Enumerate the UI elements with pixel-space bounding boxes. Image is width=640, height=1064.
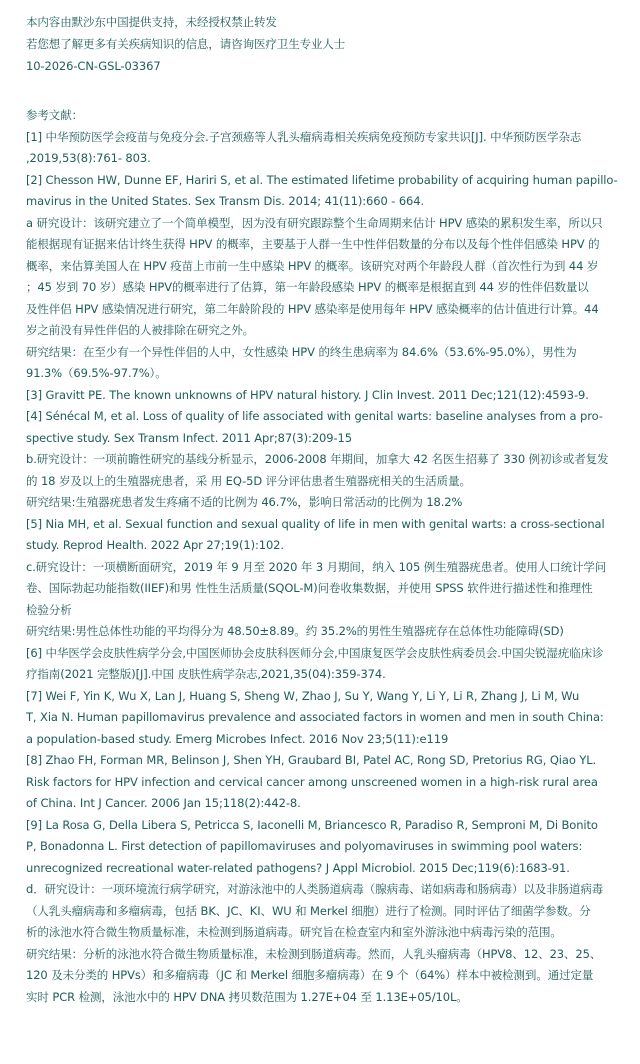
reference-line: Risk factors for HPV infection and cervical cancer among unscreened women in a high-risk rural area (26, 774, 598, 789)
reference-line: [1] 中华预防医学会疫苗与免疫分会.子宫颈癌等人乳头瘤病毒相关疾病免疫预防专家共识[J]. 中华预防医学杂志 (26, 129, 582, 144)
reference-line: study. Reprod Health. 2022 Apr 27;19(1):102. (26, 538, 284, 553)
reference-line: T, Xia N. Human papillomavirus prevalence and associated factors in women and men in south China: (26, 710, 604, 725)
reference-line: [8] Zhao FH, Forman MR, Belinson J, Shen YH, Graubard BI, Patel AC, Rong SD, Pretorius RG, Qiao YL. (26, 753, 597, 768)
reference-line: 120 及未分类的 HPVs）和多瘤病毒（JC 和 Merkel 细胞多瘤病毒）在 9 个（64%）样本中被检测到。通过定量 (26, 968, 594, 983)
header-notice (26, 12, 626, 77)
reference-line: 岁之前没有异性伴侣的人被排除在研究之外。 (26, 323, 254, 338)
reference-line: 能根据现有证据来估计终生获得 HPV 的概率，主要基于人群一生中性伴侣数量的分布以及每个性伴侣感染 HPV 的 (26, 237, 600, 252)
reference-line: c.研究设计：一项横断面研究，2019 年 9 月至 2020 年 3 月期间，纳入 105 例生殖器疣患者。使用人口统计学问 (26, 559, 607, 574)
reference-line: 实时 PCR 检测，泳池水中的 HPV DNA 拷贝数范围为 1.27E+04 至 1.13E+05/10L。 (26, 989, 468, 1004)
reference-line: unrecognized recreational water-related pathogens? J Appl Microbiol. 2015 Dec;119(6):1683-91. (26, 860, 570, 875)
reference-line: spective study. Sex Transm Infect. 2011 Apr;87(3):209-15 (26, 430, 352, 445)
reference-line: 概率，来估算美国人在 HPV 疫苗上市前一生中感染 HPV 的概率。该研究对两个年龄段人群（首次性行为到 44 岁 (26, 258, 599, 273)
reference-line: [5] Nia MH, et al. Sexual function and sexual quality of life in men with genital warts: a cross-sectional (26, 516, 605, 531)
references-title: 参考文献： (26, 108, 83, 123)
reference-line: mavirus in the United States. Sex Transm Dis. 2014; 41(11):660 - 664. (26, 194, 425, 209)
references-section (26, 105, 626, 1008)
reference-line: ,2019,53(8):761- 803. (26, 151, 151, 166)
reference-line: 研究结果：分析的泳池水符合微生物质量标准，未检测到肠道病毒。然而，人乳头瘤病毒（HPV8、12、23、25、 (26, 946, 602, 961)
reference-line: 析的泳池水符合微生物质量标准，未检测到肠道病毒。研究旨在检查室内和室外游泳池中病毒污染的范围。 (26, 925, 562, 940)
reference-line: a 研究设计：该研究建立了一个简单模型，因为没有研究跟踪整个生命周期来估计 HPV 感染的累积发生率，所以只 (26, 215, 603, 230)
reference-line: [9] La Rosa G, Della Libera S, Petricca S, Iaconelli M, Briancesco R, Paradiso R, Semproni M, Di Bonito (26, 817, 598, 832)
notice-line-1: 本内容由默沙东中国提供支持，未经授权禁止转发 (26, 15, 277, 29)
reference-line: 研究结果：在至少有一个异性伴侣的人中，女性感染 HPV 的终生患病率为 84.6%（53.6%-95.0%），男性为 (26, 344, 577, 359)
reference-line: [3] Gravitt PE. The known unknowns of HPV natural history. J Clin Invest. 2011 Dec;121(12):4593-9. (26, 387, 589, 402)
spacer (26, 77, 626, 105)
reference-line: 91.3%（69.5%-97.7%）。 (26, 366, 167, 381)
reference-line: d．研究设计：一项环境流行病学研究，对游泳池中的人类肠道病毒（腺病毒、诺如病毒和肠病毒）以及非肠道病毒 (26, 882, 604, 897)
reference-line: ；45 岁到 70 岁）感染 HPV的概率进行了估算，第一年龄段感染 HPV 的概率是根据直到 44 岁的性伴侣数量以 (26, 280, 589, 295)
reference-line: 及性伴侣 HPV 感染情况进行研究，第二年龄阶段的 HPV 感染率是使用每年 HPV 感染概率的估计值进行计算。44 (26, 301, 599, 316)
reference-line: 研究结果:男性总体性功能的平均得分为 48.50±8.89。约 35.2%的男性生殖器疣存在总体性功能障碍(SD) (26, 624, 564, 639)
reference-line: 卷、国际勃起功能指数(IIEF)和男 性性生活质量(SQOL-M)问卷收集数据，并使用 SPSS 软件进行描述性和推理性 (26, 581, 593, 596)
reference-line: P, Bonadonna L. First detection of papillomaviruses and polyomaviruses in swimming pool waters: (26, 839, 583, 854)
reference-line: （人乳头瘤病毒和多瘤病毒，包括 BK、JC、KI、WU 和 Merkel 细胞）进行了检测。同时评估了细菌学参数。分 (26, 903, 591, 918)
reference-line: [6] 中华医学会皮肤性病学分会,中国医师协会皮肤科医师分会,中国康复医学会皮肤性病委员会.中国尖锐湿疣临床诊 (26, 645, 604, 660)
reference-line: 研究结果:生殖器疣患者发生疼痛不适的比例为 46.7%，影响日常活动的比例为 18.2% (26, 495, 463, 510)
reference-line: 的 18 岁及以上的生殖器疣患者，采 用 EQ-5D 评分评估患者生殖器疣相关的生活质量。 (26, 473, 471, 488)
references-list (26, 127, 626, 1009)
reference-line: [4] Sénécal M, et al. Loss of quality of life associated with genital warts: baseline analyses from a pro- (26, 409, 603, 424)
notice-line-2: 若您想了解更多有关疾病知识的信息，请咨询医疗卫生专业人士 (26, 36, 346, 51)
reference-line: of China. Int J Cancer. 2006 Jan 15;118(2):442-8. (26, 796, 301, 811)
reference-line: [7] Wei F, Yin K, Wu X, Lan J, Huang S, Sheng W, Zhao J, Su Y, Wang Y, Li Y, Li R, Zhang J, Li M, Wu (26, 688, 580, 703)
reference-line: b.研究设计：一项前瞻性研究的基线分析显示，2006-2008 年期间，加拿大 42 名医生招募了 330 例初诊或者复发 (26, 452, 609, 467)
reference-line: [2] Chesson HW, Dunne EF, Hariri S, et al. The estimated lifetime probability of acquiring human papillo- (26, 172, 618, 187)
reference-line: 检验分析 (26, 602, 72, 617)
reference-line: a population-based study. Emerg Microbes Infect. 2016 Nov 23;5(11):e119 (26, 731, 449, 746)
document-code: 10-2026-CN-GSL-03367 (26, 58, 161, 73)
reference-line: 疗指南(2021 完整版)[J].中国 皮肤性病学杂志,2021,35(04):359-374. (26, 667, 386, 682)
